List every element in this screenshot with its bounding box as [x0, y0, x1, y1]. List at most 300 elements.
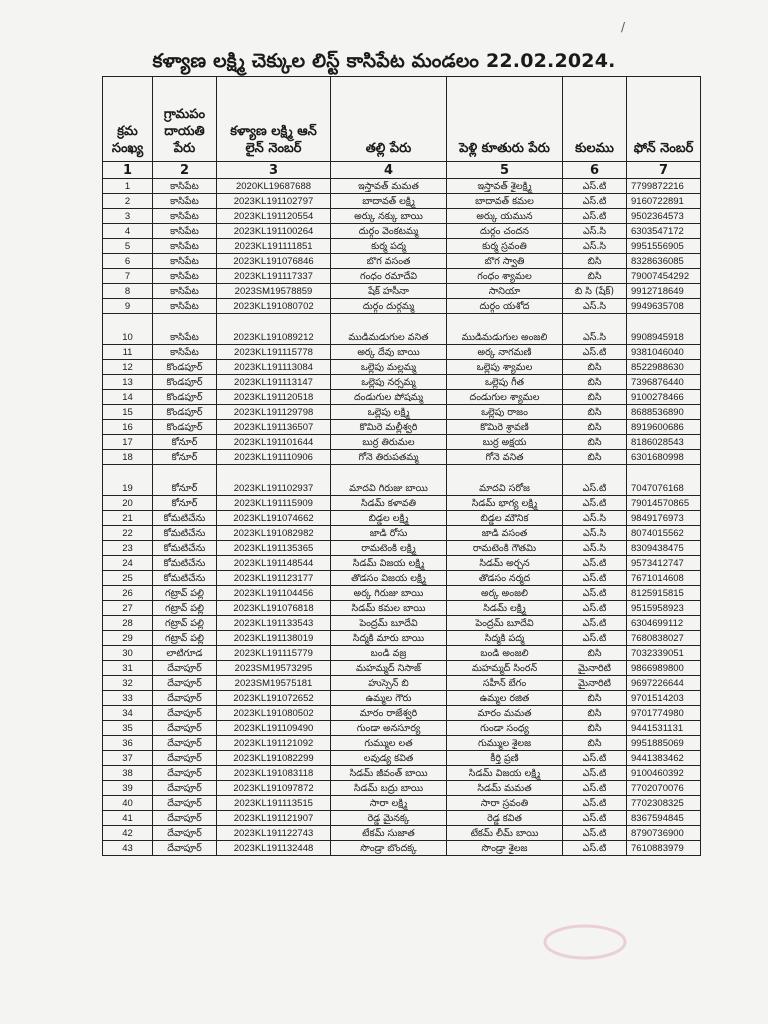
cell-caste: బిసి	[563, 269, 627, 284]
cell-village: కొండపూర్	[153, 390, 217, 405]
cell-application-no: 2023KL191115778	[217, 345, 331, 360]
table-row	[103, 766, 701, 781]
cell-mother-name: ముడిమడుగుల వనిత	[331, 314, 447, 345]
cell-village: దేవాపూర్	[153, 826, 217, 841]
header-village: గ్రామపం దాయతి పేరు	[153, 77, 217, 162]
cell-bride-name: కుర్మ స్రవంతి	[447, 239, 563, 254]
cell-phone: 6301680998	[627, 450, 701, 465]
cell-mother-name: షేక్ హసీనా	[331, 284, 447, 299]
cell-village: దేవాపూర్	[153, 721, 217, 736]
column-number: 7	[627, 162, 701, 179]
cell-mother-name: అర్కు నక్కు బాయి	[331, 209, 447, 224]
cell-phone: 8688536890	[627, 405, 701, 420]
table-row	[103, 556, 701, 571]
table-row	[103, 360, 701, 375]
cell-bride-name: సిడమ్ లక్ష్మి	[447, 601, 563, 616]
cell-caste: ఎస్.సి	[563, 239, 627, 254]
header-mother-name: తల్లి పేరు	[331, 77, 447, 162]
cell-bride-name: కొమిరె శ్రావణి	[447, 420, 563, 435]
pen-mark: /	[621, 20, 626, 34]
table-row	[103, 450, 701, 465]
cell-mother-name: ఒల్లెపు నర్సమ్మ	[331, 375, 447, 390]
cell-application-no: 2023KL191102937	[217, 465, 331, 496]
cell-caste: ఎస్.సి	[563, 224, 627, 239]
cell-caste: బిసి	[563, 390, 627, 405]
cell-caste: బిసి	[563, 405, 627, 420]
cell-mother-name: గంధం రమాదేవి	[331, 269, 447, 284]
cell-serial-no: 7	[103, 269, 153, 284]
cell-application-no: 2023KL191089212	[217, 314, 331, 345]
cell-village: కోనూర్	[153, 465, 217, 496]
cell-village: కొండపూర్	[153, 405, 217, 420]
cell-village: కొండపూర్	[153, 375, 217, 390]
cell-village: కాసిపేట	[153, 179, 217, 194]
cell-phone: 6304699112	[627, 616, 701, 631]
cell-serial-no: 23	[103, 541, 153, 556]
cell-caste: ఎస్.టి	[563, 616, 627, 631]
cell-serial-no: 1	[103, 179, 153, 194]
cell-bride-name: అర్క నాగమణి	[447, 345, 563, 360]
cell-application-no: 2023SM19578859	[217, 284, 331, 299]
table-row	[103, 465, 701, 496]
cell-bride-name: సిడమ్ విజయ లక్ష్మి	[447, 766, 563, 781]
cell-application-no: 2023KL191111851	[217, 239, 331, 254]
cell-phone: 7396876440	[627, 375, 701, 390]
cell-serial-no: 13	[103, 375, 153, 390]
cell-village: కోనూర్	[153, 450, 217, 465]
column-number-row	[103, 162, 701, 179]
table-row	[103, 179, 701, 194]
cell-mother-name: దండుగుల పోషమ్మ	[331, 390, 447, 405]
cell-village: కాసిపేట	[153, 345, 217, 360]
table-row	[103, 571, 701, 586]
cell-serial-no: 30	[103, 646, 153, 661]
cell-bride-name: ముడిమడుగుల అంజలి	[447, 314, 563, 345]
table-row	[103, 299, 701, 314]
cell-phone: 9912718649	[627, 284, 701, 299]
cell-serial-no: 29	[103, 631, 153, 646]
cell-mother-name: అర్క గిరుజు బాయి	[331, 586, 447, 601]
cell-village: దేవాపూర్	[153, 691, 217, 706]
cell-village: దేవాపూర్	[153, 766, 217, 781]
table-row	[103, 435, 701, 450]
cell-caste: బిసి	[563, 450, 627, 465]
cell-village: కాసిపేట	[153, 224, 217, 239]
cell-mother-name: జాడి రోసు	[331, 526, 447, 541]
cell-mother-name: ఉమ్మల గౌరు	[331, 691, 447, 706]
cell-serial-no: 24	[103, 556, 153, 571]
cell-caste: బిసి	[563, 435, 627, 450]
cell-serial-no: 16	[103, 420, 153, 435]
cell-village: గట్రావ్ పల్లి	[153, 586, 217, 601]
table-row	[103, 254, 701, 269]
cell-application-no: 2023KL191076846	[217, 254, 331, 269]
cell-serial-no: 35	[103, 721, 153, 736]
cell-mother-name: లవుడ్య కవిత	[331, 751, 447, 766]
cell-caste: మైనారిటి	[563, 676, 627, 691]
cell-application-no: 2023KL191113147	[217, 375, 331, 390]
cell-phone: 9515958923	[627, 601, 701, 616]
cell-phone: 8074015562	[627, 526, 701, 541]
cell-village: కోమటిచేను	[153, 526, 217, 541]
table-row	[103, 586, 701, 601]
header-application-no: కళ్యాణ లక్ష్మి ఆన్ లైన్ నెంబర్	[217, 77, 331, 162]
cell-phone: 8309438475	[627, 541, 701, 556]
cell-bride-name: జాడి వసంత	[447, 526, 563, 541]
cell-mother-name: మారం రాజేశ్వరి	[331, 706, 447, 721]
cell-caste: ఎస్.టి	[563, 194, 627, 209]
cell-application-no: 2023KL191136507	[217, 420, 331, 435]
cell-serial-no: 25	[103, 571, 153, 586]
cell-phone: 9951885069	[627, 736, 701, 751]
cell-phone: 9441531131	[627, 721, 701, 736]
cell-village: కాసిపేట	[153, 269, 217, 284]
cell-serial-no: 39	[103, 781, 153, 796]
cell-serial-no: 28	[103, 616, 153, 631]
page-title: కళ్యాణ లక్ష్మి చెక్కుల లిస్ట్ కాసిపేట మండలం 22.02.2024.	[152, 50, 616, 72]
cell-application-no: 2023KL191123177	[217, 571, 331, 586]
cell-caste: ఎస్.టి	[563, 631, 627, 646]
cell-phone: 9949635708	[627, 299, 701, 314]
cell-application-no: 2023KL191117337	[217, 269, 331, 284]
cell-bride-name: ఒల్లెపు గీత	[447, 375, 563, 390]
table-row	[103, 496, 701, 511]
cell-serial-no: 33	[103, 691, 153, 706]
cell-village: గట్రావ్ పల్లి	[153, 601, 217, 616]
cell-bride-name: ఉమ్మల రజిత	[447, 691, 563, 706]
cell-village: కోమటిచేను	[153, 571, 217, 586]
cell-mother-name: అర్క దేవు బాయి	[331, 345, 447, 360]
cell-caste: ఎస్.సి	[563, 511, 627, 526]
cell-bride-name: దండుగుల శ్యామల	[447, 390, 563, 405]
cell-mother-name: మాదవి గిరుజు బాయి	[331, 465, 447, 496]
cell-mother-name: కుర్మ పద్మ	[331, 239, 447, 254]
cell-phone: 6303547172	[627, 224, 701, 239]
cell-caste: ఎస్.టి	[563, 586, 627, 601]
cell-bride-name: బుర్ర అక్షయ	[447, 435, 563, 450]
cell-caste: బిసి	[563, 706, 627, 721]
cell-village: దేవాపూర్	[153, 811, 217, 826]
cell-application-no: 2023KL191122743	[217, 826, 331, 841]
cell-phone: 9701774980	[627, 706, 701, 721]
cell-phone: 7032339051	[627, 646, 701, 661]
cell-phone: 79014570865	[627, 496, 701, 511]
table-row	[103, 269, 701, 284]
cell-caste: బిసి	[563, 254, 627, 269]
cell-village: కాసిపేట	[153, 209, 217, 224]
table-row	[103, 511, 701, 526]
cell-caste: బిసి	[563, 691, 627, 706]
cell-mother-name: సిడమ్ బద్రు బాయి	[331, 781, 447, 796]
cell-application-no: 2023KL191120554	[217, 209, 331, 224]
cell-caste: ఎస్.టి	[563, 751, 627, 766]
cell-phone: 9441383462	[627, 751, 701, 766]
table-row	[103, 541, 701, 556]
cell-bride-name: గుమ్ముల శైలజ	[447, 736, 563, 751]
cell-village: కాసిపేట	[153, 254, 217, 269]
cell-application-no: 2023KL191076818	[217, 601, 331, 616]
cell-bride-name: మహమ్మద్ సింరన్	[447, 661, 563, 676]
cell-phone: 7047076168	[627, 465, 701, 496]
cell-bride-name: దుర్గం యశోద	[447, 299, 563, 314]
cell-bride-name: గుండా సంధ్య	[447, 721, 563, 736]
cell-phone: 8125915815	[627, 586, 701, 601]
cell-caste: బిసి	[563, 420, 627, 435]
cell-phone: 8919600686	[627, 420, 701, 435]
table-row	[103, 646, 701, 661]
table-row	[103, 616, 701, 631]
cell-bride-name: సహీన్ బేగం	[447, 676, 563, 691]
table-row	[103, 751, 701, 766]
table-row	[103, 194, 701, 209]
cell-serial-no: 9	[103, 299, 153, 314]
cell-mother-name: గుమ్ముల లత	[331, 736, 447, 751]
cell-phone: 9908945918	[627, 314, 701, 345]
cell-application-no: 2023KL191097872	[217, 781, 331, 796]
cell-caste: ఎస్.టి	[563, 209, 627, 224]
cell-application-no: 2023SM19573295	[217, 661, 331, 676]
cell-application-no: 2023KL191072652	[217, 691, 331, 706]
cell-village: దేవాపూర్	[153, 796, 217, 811]
cell-bride-name: దుర్గం చందన	[447, 224, 563, 239]
cell-mother-name: సొండ్రా బొందక్క	[331, 841, 447, 856]
cell-serial-no: 19	[103, 465, 153, 496]
cell-caste: ఎస్.టి	[563, 601, 627, 616]
table-row	[103, 420, 701, 435]
cell-caste: ఎస్.టి	[563, 496, 627, 511]
cell-phone: 9100460392	[627, 766, 701, 781]
cell-village: కోమటిచేను	[153, 556, 217, 571]
cell-serial-no: 43	[103, 841, 153, 856]
cell-caste: ఎస్.సి	[563, 299, 627, 314]
cell-phone: 8367594845	[627, 811, 701, 826]
table-row	[103, 796, 701, 811]
cell-caste: బిసి	[563, 736, 627, 751]
cell-mother-name: రామటెంకి లక్ష్మి	[331, 541, 447, 556]
cell-mother-name: దుర్గం దుర్గమ్మ	[331, 299, 447, 314]
table-row	[103, 811, 701, 826]
cell-application-no: 2020KL19687688	[217, 179, 331, 194]
cell-bride-name: ఒల్లెపు రాజం	[447, 405, 563, 420]
cell-application-no: 2023KL191133543	[217, 616, 331, 631]
cell-caste: బిసి	[563, 375, 627, 390]
cell-application-no: 2023KL191113084	[217, 360, 331, 375]
header-phone: ఫోన్ నెంబర్	[627, 77, 701, 162]
cell-caste: ఎస్.సి	[563, 314, 627, 345]
cell-bride-name: మారం మమత	[447, 706, 563, 721]
cell-serial-no: 18	[103, 450, 153, 465]
cell-application-no: 2023KL191083118	[217, 766, 331, 781]
table-row	[103, 676, 701, 691]
cell-bride-name: కీర్తి ప్రణి	[447, 751, 563, 766]
cell-serial-no: 17	[103, 435, 153, 450]
cell-phone: 79007454292	[627, 269, 701, 284]
cell-mother-name: బిడ్డల లక్ష్మి	[331, 511, 447, 526]
cell-bride-name: టేకమ్ లీమ్ బాయి	[447, 826, 563, 841]
cell-bride-name: సిడమ్ మమత	[447, 781, 563, 796]
cell-phone: 8186028543	[627, 435, 701, 450]
cell-serial-no: 8	[103, 284, 153, 299]
table-row	[103, 390, 701, 405]
cell-bride-name: రామటెంకి గౌతమి	[447, 541, 563, 556]
column-number: 1	[103, 162, 153, 179]
cell-village: దేవాపూర్	[153, 781, 217, 796]
cell-bride-name: ఇస్తావత్ శైలక్ష్మి	[447, 179, 563, 194]
cell-serial-no: 4	[103, 224, 153, 239]
cell-caste: బిసి	[563, 721, 627, 736]
cell-mother-name: టేకమ్ సుజాత	[331, 826, 447, 841]
cell-village: కోనూర్	[153, 496, 217, 511]
cell-serial-no: 5	[103, 239, 153, 254]
cell-village: లాటిగూడ	[153, 646, 217, 661]
cell-mother-name: బాదావత్ లక్ష్మి	[331, 194, 447, 209]
cell-mother-name: సిద్మకి మారు బాయి	[331, 631, 447, 646]
cell-bride-name: బొగ స్వాతి	[447, 254, 563, 269]
cell-application-no: 2023KL191101644	[217, 435, 331, 450]
cell-caste: ఎస్.టి	[563, 179, 627, 194]
header-caste: కులము	[563, 77, 627, 162]
cell-caste: ఎస్.టి	[563, 766, 627, 781]
cell-mother-name: బుర్ర తిరుమల	[331, 435, 447, 450]
cell-mother-name: కొమిరె మల్లీశ్వరి	[331, 420, 447, 435]
cell-application-no: 2023KL191102797	[217, 194, 331, 209]
cell-village: కొండపూర్	[153, 420, 217, 435]
cell-village: గట్రావ్ పల్లి	[153, 631, 217, 646]
cell-village: దేవాపూర్	[153, 676, 217, 691]
cell-application-no: 2023KL191115909	[217, 496, 331, 511]
cell-mother-name: సారా లక్ష్మి	[331, 796, 447, 811]
cell-bride-name: సిడమ్ అర్చన	[447, 556, 563, 571]
cell-bride-name: అర్కు యమున	[447, 209, 563, 224]
cell-phone: 9697226644	[627, 676, 701, 691]
table-row	[103, 661, 701, 676]
cell-village: దేవాపూర్	[153, 736, 217, 751]
cell-caste: ఎస్.సి	[563, 541, 627, 556]
cell-mother-name: ఒల్లెపు మల్లమ్మ	[331, 360, 447, 375]
cell-phone: 8522988630	[627, 360, 701, 375]
cell-mother-name: పెంద్రమ్ బూదేవి	[331, 616, 447, 631]
cell-serial-no: 42	[103, 826, 153, 841]
cell-serial-no: 34	[103, 706, 153, 721]
cell-serial-no: 32	[103, 676, 153, 691]
cell-village: కోనూర్	[153, 435, 217, 450]
table-row	[103, 841, 701, 856]
table-row	[103, 526, 701, 541]
cell-phone: 8790736900	[627, 826, 701, 841]
cell-caste: ఎస్.టి	[563, 345, 627, 360]
cell-village: గట్రావ్ పల్లి	[153, 616, 217, 631]
cell-village: కాసిపేట	[153, 284, 217, 299]
cell-application-no: 2023KL191082982	[217, 526, 331, 541]
table-row	[103, 631, 701, 646]
cell-village: కోమటిచేను	[153, 541, 217, 556]
cell-serial-no: 3	[103, 209, 153, 224]
cell-village: కోమటిచేను	[153, 511, 217, 526]
cell-application-no: 2023KL191132448	[217, 841, 331, 856]
cell-mother-name: బండి వజ్ర	[331, 646, 447, 661]
column-number: 4	[331, 162, 447, 179]
cell-application-no: 2023KL191104456	[217, 586, 331, 601]
cell-serial-no: 11	[103, 345, 153, 360]
cell-village: దేవాపూర్	[153, 841, 217, 856]
cell-mother-name: సిడమ్ కళావతి	[331, 496, 447, 511]
cell-caste: బిసి	[563, 360, 627, 375]
cell-village: కాసిపేట	[153, 239, 217, 254]
cell-bride-name: బిడ్డల మౌనిక	[447, 511, 563, 526]
cell-phone: 9502364573	[627, 209, 701, 224]
cell-serial-no: 2	[103, 194, 153, 209]
cell-bride-name: తొడసం నర్మద	[447, 571, 563, 586]
cell-application-no: 2023KL191138019	[217, 631, 331, 646]
cell-mother-name: రెడ్డ మైనక్క	[331, 811, 447, 826]
column-number: 3	[217, 162, 331, 179]
stamp-mark	[540, 922, 630, 962]
cell-mother-name: తొడసం విజయ లక్ష్మి	[331, 571, 447, 586]
cell-serial-no: 20	[103, 496, 153, 511]
cell-application-no: 2023KL191110906	[217, 450, 331, 465]
header-row	[103, 77, 701, 162]
cell-bride-name: బండి అంజలి	[447, 646, 563, 661]
header-bride-name: పెళ్లి కూతురు పేరు	[447, 77, 563, 162]
cell-mother-name: ఇస్తావత్ మమత	[331, 179, 447, 194]
table-row	[103, 239, 701, 254]
cell-serial-no: 38	[103, 766, 153, 781]
cell-serial-no: 22	[103, 526, 153, 541]
cell-application-no: 2023KL191148544	[217, 556, 331, 571]
table-row	[103, 345, 701, 360]
cell-serial-no: 10	[103, 314, 153, 345]
table-row	[103, 375, 701, 390]
cell-phone: 7702070076	[627, 781, 701, 796]
cell-bride-name: అర్క అంజలి	[447, 586, 563, 601]
cell-phone: 8328636085	[627, 254, 701, 269]
cell-application-no: 2023KL191080502	[217, 706, 331, 721]
cell-phone: 9951556905	[627, 239, 701, 254]
cell-caste: ఎస్.టి	[563, 781, 627, 796]
column-number: 6	[563, 162, 627, 179]
cell-serial-no: 41	[103, 811, 153, 826]
cell-application-no: 2023KL191074662	[217, 511, 331, 526]
cell-phone: 9381046040	[627, 345, 701, 360]
cell-mother-name: సిడమ్ విజయ లక్ష్మి	[331, 556, 447, 571]
cell-village: కాసిపేట	[153, 314, 217, 345]
cell-caste: ఎస్.టి	[563, 796, 627, 811]
cell-serial-no: 26	[103, 586, 153, 601]
cell-bride-name: పెంద్రమ్ బూదేవి	[447, 616, 563, 631]
cell-caste: ఎస్.టి	[563, 841, 627, 856]
cell-serial-no: 14	[103, 390, 153, 405]
table-row	[103, 405, 701, 420]
table-row	[103, 284, 701, 299]
cell-caste: మైనారిటి	[563, 661, 627, 676]
cell-application-no: 2023KL191082299	[217, 751, 331, 766]
cell-phone: 7671014608	[627, 571, 701, 586]
cell-serial-no: 31	[103, 661, 153, 676]
column-number: 5	[447, 162, 563, 179]
cell-bride-name: రెడ్డ కవిత	[447, 811, 563, 826]
cell-phone: 9849176973	[627, 511, 701, 526]
cell-village: దేవాపూర్	[153, 706, 217, 721]
cell-application-no: 2023KL191100264	[217, 224, 331, 239]
cell-application-no: 2023KL191109490	[217, 721, 331, 736]
cell-mother-name: సిడమ్ కమల బాయి	[331, 601, 447, 616]
cell-mother-name: గోనె తిరుపతమ్మ	[331, 450, 447, 465]
cell-bride-name: గంధం శ్యామల	[447, 269, 563, 284]
table-row	[103, 826, 701, 841]
table-row	[103, 736, 701, 751]
cell-bride-name: మాదవి సరోజ	[447, 465, 563, 496]
cell-mother-name: మహమ్మద్ నిసాజ్	[331, 661, 447, 676]
